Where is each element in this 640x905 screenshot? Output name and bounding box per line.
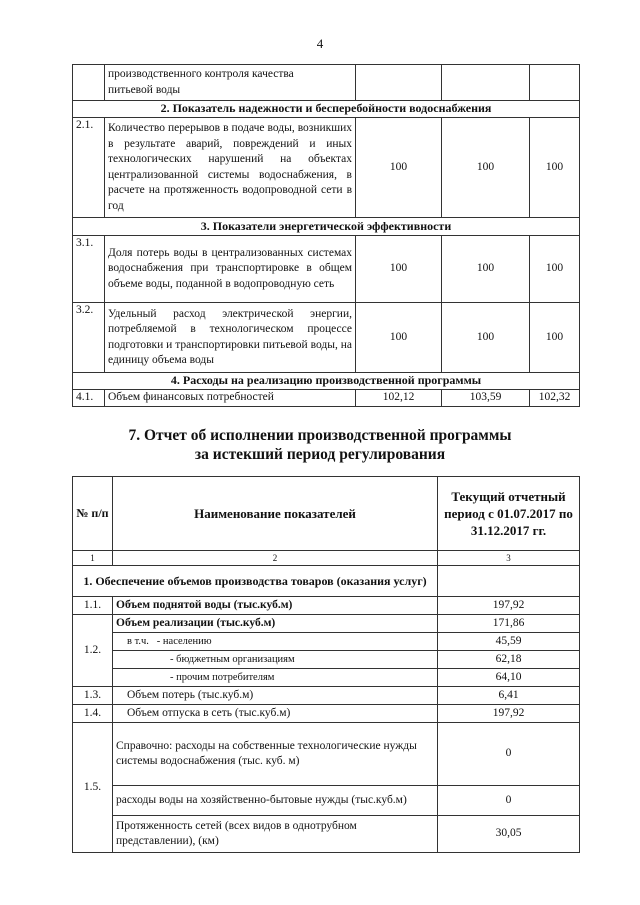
row-number: 4.1. [73, 390, 105, 407]
row-number: 1.1. [73, 597, 113, 615]
value-cell: 45,59 [438, 633, 580, 651]
row-name: Объем отпуска в сеть (тыс.куб.м) [113, 705, 438, 723]
table-row [73, 651, 580, 669]
row-number: 1.2. [73, 615, 113, 687]
value-cell: 0 [438, 786, 580, 816]
table-row [73, 615, 580, 633]
table-row [73, 705, 580, 723]
value-cell: 100 [530, 118, 580, 218]
row-number: 3.2. [73, 303, 105, 373]
value-cell: 100 [356, 303, 442, 373]
row-number: 1.4. [73, 705, 113, 723]
value-cell: 102,12 [356, 390, 442, 407]
value-cell: 62,18 [438, 651, 580, 669]
header-num: № п/п [73, 477, 113, 551]
row-name: - прочим потребителям [113, 669, 438, 687]
value-cell: 100 [442, 118, 530, 218]
value-cell: 100 [356, 118, 442, 218]
table-row [73, 723, 580, 786]
row-name: - населению [156, 635, 212, 647]
value-cell: 103,59 [442, 390, 530, 407]
row-name: Объем потерь (тыс.куб.м) [113, 687, 438, 705]
section-heading: 3. Показатели энергетической эффективности [73, 218, 580, 236]
row-name: расходы воды на хозяйственно-бытовые нужды (тыс.куб.м) [113, 786, 438, 816]
header-row [73, 477, 580, 551]
row-name: Справочно: расходы на собственные технологические нужды системы водоснабжения (тыс. куб. м) [113, 723, 438, 786]
row-text: питьевой воды [108, 83, 181, 96]
col-number: 1 [73, 551, 113, 566]
value-cell: 197,92 [438, 705, 580, 723]
header-name: Наименование показателей [113, 477, 438, 551]
table-row [73, 633, 580, 651]
value-cell: 64,10 [438, 669, 580, 687]
table-row [73, 786, 580, 816]
page-number: 4 [316, 36, 324, 51]
value-cell: 171,86 [438, 615, 580, 633]
table-row [73, 65, 580, 101]
section-heading: 2. Показатель надежности и бесперебойности водоснабжения [73, 101, 580, 118]
value-cell: 6,41 [438, 687, 580, 705]
row-number: 1.3. [73, 687, 113, 705]
value-cell: 100 [356, 236, 442, 303]
table-row [73, 687, 580, 705]
table-row [73, 816, 580, 853]
table-row [73, 303, 580, 373]
row-text: производственного контроля качества [108, 68, 294, 80]
row-text: Количество перерывов в подаче воды, возникших в результате аварий, повреждений и иных технологических нарушений на объектах централизованной системы водоснабжения, в расчете на протяженность водопроводной сети в год [105, 118, 356, 218]
col-number: 3 [438, 551, 580, 566]
row-name: Объем поднятой воды (тыс.куб.м) [113, 597, 438, 615]
section-title-line: за истекший период регулирования [194, 446, 446, 463]
value-cell: 100 [442, 303, 530, 373]
col-number: 2 [113, 551, 438, 566]
value-cell: 100 [442, 236, 530, 303]
value-cell: 100 [530, 303, 580, 373]
row-number: 2.1. [73, 118, 105, 218]
table-row [73, 118, 580, 218]
section-heading: 1. Обеспечение объемов производства товаров (оказания услуг) [73, 566, 438, 597]
row-prefix: в т.ч. [127, 635, 149, 647]
row-name: Объем реализации (тыс.куб.м) [113, 615, 438, 633]
row-number: 3.1. [73, 236, 105, 303]
value-cell: 197,92 [438, 597, 580, 615]
section-title-line: 7. Отчет об исполнении производственной программы [128, 427, 512, 444]
indicators-table [72, 64, 580, 407]
section-title [0, 426, 640, 464]
row-text: Удельный расход электрической энергии, потребляемой в технологическом процессе подготовки и транспортировки питьевой воды, на единицу объема воды [105, 303, 356, 373]
table-row [73, 236, 580, 303]
row-text: Объем финансовых потребностей [105, 390, 356, 407]
report-table [72, 476, 580, 853]
row-number: 1.5. [73, 723, 113, 853]
value-cell: 100 [530, 236, 580, 303]
row-name: - бюджетным организациям [113, 651, 438, 669]
section-heading: 4. Расходы на реализацию производственной программы [73, 373, 580, 390]
value-cell: 0 [438, 723, 580, 786]
value-cell: 102,32 [530, 390, 580, 407]
value-cell: 30,05 [438, 816, 580, 853]
table-row [73, 669, 580, 687]
row-name: Протяженность сетей (всех видов в однотрубном представлении), (км) [113, 816, 438, 853]
table-row [73, 390, 580, 407]
header-period: Текущий отчетный период с 01.07.2017 по 31.12.2017 гг. [438, 477, 580, 551]
row-text: Доля потерь воды в централизованных системах водоснабжения при транспортировке в общем объеме воды, поданной в водопроводную сеть [105, 236, 356, 303]
table-row [73, 597, 580, 615]
